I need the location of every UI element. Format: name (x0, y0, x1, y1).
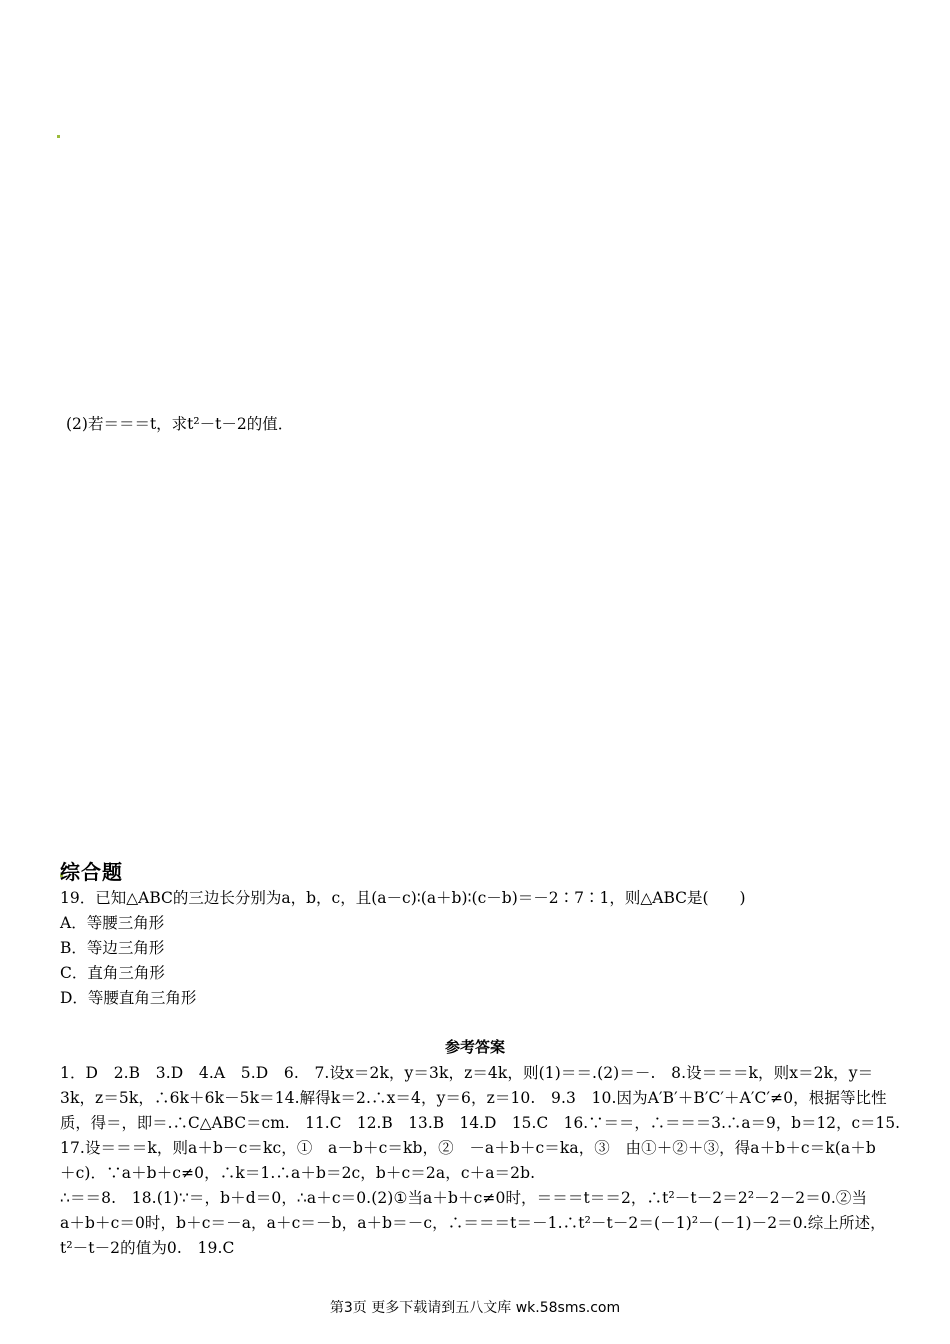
answer-line: ＋c)．∵a＋b＋c≠0，∴k＝1.∴a＋b＝2c，b＋c＝2a，c＋a＝2b. (60, 1164, 536, 1182)
question-18-part-2: (2)若＝＝＝t，求t²－t－2的值． (66, 415, 294, 433)
answer-line: 3k，z＝5k，∴6k＋6k－5k＝14.解得k＝2.∴x＝4，y＝6，z＝10. 9.3 10.因为A′B′＋B′C′＋A′C′≠0，根据等比性 (60, 1089, 887, 1107)
section-title: 综合题 (60, 860, 123, 884)
answer-line: t²－t－2的值为0. 19.C (60, 1239, 235, 1257)
answer-line: 17.设＝＝＝k，则a＋b－c＝kc，① a－b＋c＝kb，② －a＋b＋c＝ka，③ 由①＋②＋③，得a＋b＋c＝k(a＋b (60, 1139, 876, 1157)
answer-line: 1．D 2.B 3.D 4.A 5.D 6. 7.设x＝2k，y＝3k，z＝4k，则(1)＝＝.(2)＝－. 8.设＝＝＝k，则x＝2k，y＝ (60, 1064, 874, 1082)
option-a: A．等腰三角形 (60, 914, 165, 932)
answers-title: 参考答案 (444, 1038, 505, 1056)
option-d: D．等腰直角三角形 (60, 989, 197, 1007)
answer-line: a＋b＋c＝0时，b＋c＝－a，a＋c＝－b，a＋b＝－c，∴＝＝＝t＝－1.∴t²－t－2＝(－1)²－(－1)－2＝0.综上所述， (60, 1214, 886, 1232)
question-19-stem: 19．已知△ABC的三边长分别为a，b，c，且(a－c)∶(a＋b)∶(c－b)＝－2∶7∶1，则△ABC是( ) (60, 889, 746, 907)
decor-dot (57, 135, 60, 138)
option-c: C．直角三角形 (60, 964, 165, 982)
answer-line: 质，得＝，即＝.∴C△ABC＝cm. 11.C 12.B 13.B 14.D 15.C 16.∵＝＝，∴＝＝＝3.∴a＝9，b＝12，c＝15. (60, 1114, 901, 1132)
answer-line: ∴＝＝8. 18.(1)∵＝，b＋d＝0，∴a＋c＝0.(2)①当a＋b＋c≠0时，＝＝＝t＝＝2，∴t²－t－2＝2²－2－2＝0.②当 (60, 1189, 868, 1207)
page-footer: 第3页 更多下载请到五八文库 wk.58sms.com (329, 1300, 621, 1316)
option-b: B．等边三角形 (60, 939, 165, 957)
